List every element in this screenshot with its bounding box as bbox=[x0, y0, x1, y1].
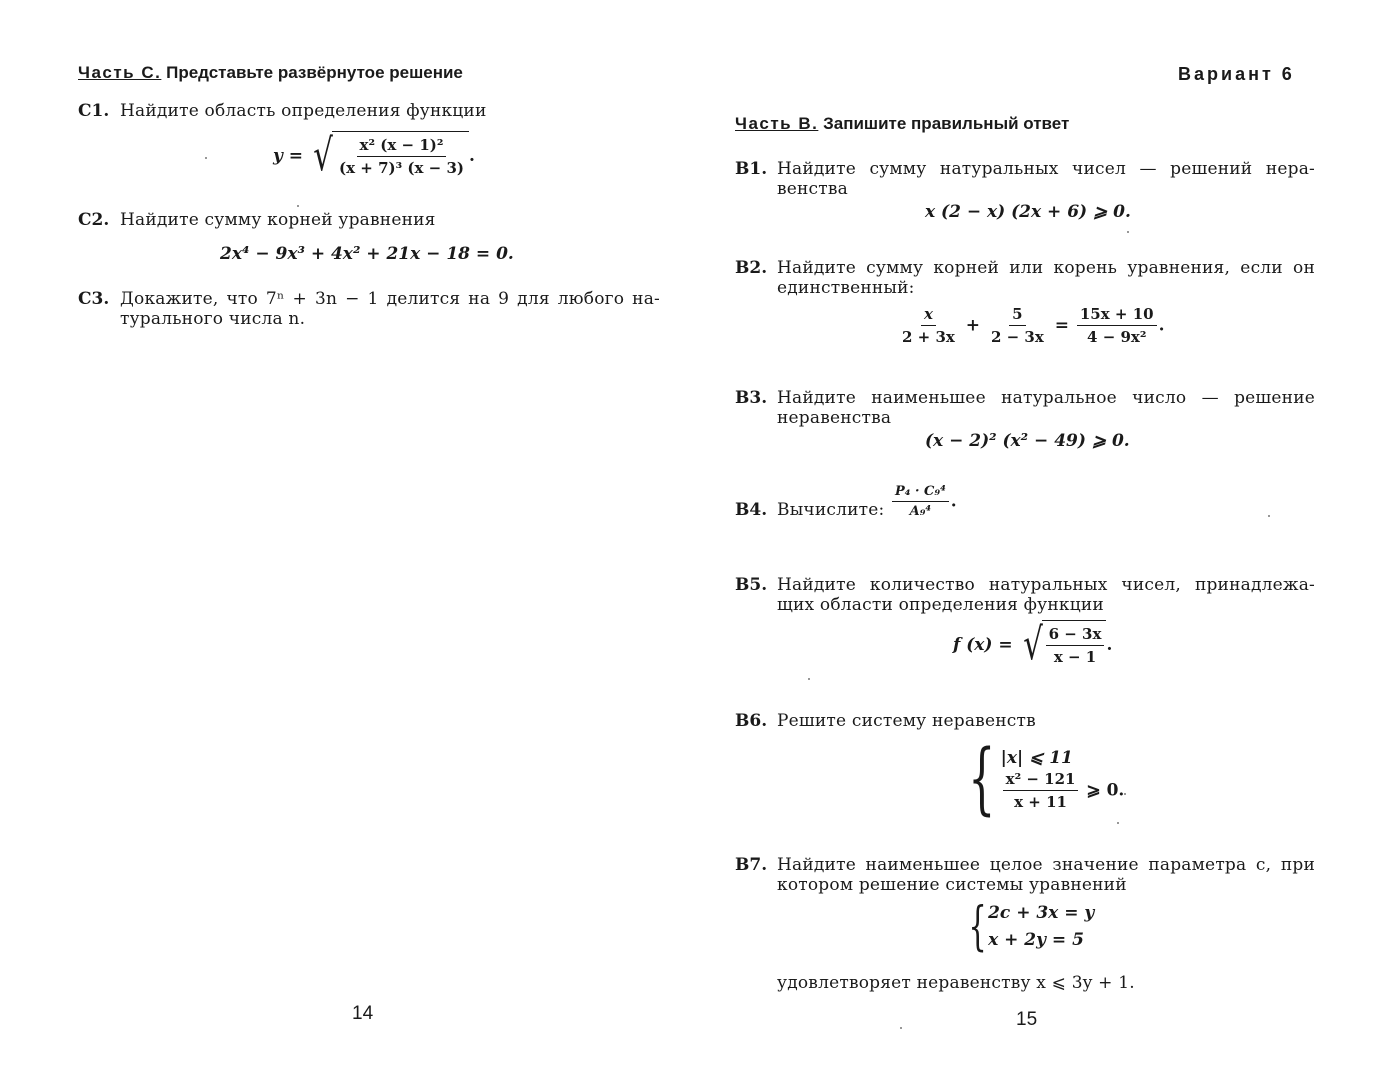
fraction-numerator: P₄ · C₉⁴ bbox=[892, 484, 949, 502]
formula-end: . bbox=[1106, 635, 1113, 655]
scan-speck bbox=[808, 678, 810, 680]
task-text-line1: Найдите количество натуральных чисел, принадлежа- bbox=[777, 575, 1315, 595]
fraction-numerator: x² − 121 bbox=[1003, 770, 1079, 791]
fraction-numerator: 6 − 3x bbox=[1046, 625, 1105, 646]
formula-end: . bbox=[468, 146, 475, 166]
formula-end: . bbox=[1158, 315, 1165, 336]
scan-speck bbox=[1268, 515, 1270, 517]
task-formula bbox=[897, 305, 1165, 346]
fraction-denominator: 2 − 3x bbox=[990, 328, 1044, 346]
fraction-denominator: x − 1 bbox=[1053, 648, 1097, 666]
task-label: В5. bbox=[735, 575, 768, 595]
scan-speck bbox=[297, 205, 299, 207]
task-text-line2: венства bbox=[777, 179, 848, 199]
fraction-denominator: 4 − 9x² bbox=[1087, 328, 1147, 346]
fraction-denominator: (x + 7)³ (x − 3) bbox=[339, 159, 464, 177]
left-part-title: Представьте развёрнутое решение bbox=[166, 63, 463, 82]
task-text-line2: турального числа n. bbox=[120, 309, 306, 329]
task-label: В1. bbox=[735, 159, 768, 179]
task-formula: { |x| ⩽ 11 $\frac{\text{x² − 121}}{x + 11}$ ⩾ 0. bbox=[968, 734, 1125, 824]
fraction-denominator: x + 11 bbox=[1014, 792, 1067, 811]
task-label: В6. bbox=[735, 711, 768, 731]
fraction-numerator: x bbox=[923, 305, 933, 323]
fraction-numerator: 15x + 10 bbox=[1077, 305, 1157, 326]
scan-speck bbox=[1117, 822, 1119, 824]
formula-end: . bbox=[950, 491, 957, 512]
right-part-title: Запишите правильный ответ bbox=[823, 114, 1070, 133]
task-formula bbox=[890, 484, 957, 519]
task-text-line1: Найдите наименьшее натуральное число — решение bbox=[777, 388, 1315, 408]
task-text: Вычислите: bbox=[777, 500, 885, 520]
fraction-numerator: 5 bbox=[1009, 305, 1025, 326]
task-text-line2: котором решение системы уравнений bbox=[777, 875, 1127, 895]
system-line-1: |x| ⩽ 11 bbox=[1000, 747, 1073, 768]
fraction-denominator: 2 + 3x bbox=[902, 328, 955, 346]
task-label: С2. bbox=[78, 210, 110, 230]
fraction-denominator: A₉⁴ bbox=[909, 504, 932, 519]
system-line-2: x + 2y = 5 bbox=[988, 930, 1084, 950]
left-part-heading bbox=[78, 63, 463, 83]
task-text-line2: щих области определения функции bbox=[777, 595, 1104, 615]
fraction-numerator: x² (x − 1)² bbox=[357, 136, 447, 157]
variant-heading: Вариант 6 bbox=[1178, 64, 1295, 84]
task-text-line2: единственный: bbox=[777, 278, 915, 298]
task-formula: { 2c + 3x = y x + 2y = 5 bbox=[968, 897, 1095, 957]
left-page-number: 14 bbox=[352, 1003, 374, 1024]
task-text-line1: Найдите сумму корней или корень уравнения, если он bbox=[777, 258, 1315, 278]
task-text-after: удовлетворяет неравенству x ⩽ 3y + 1. bbox=[777, 973, 1135, 993]
task-label: В3. bbox=[735, 388, 768, 408]
task-text-line1: Докажите, что 7ⁿ + 3n − 1 делится на 9 для любого на- bbox=[120, 289, 660, 309]
task-formula: y = √ $\frac{\text{x² (x − 1)²}}{\text{(x + 7)³ (x − 3)}}$ . bbox=[273, 130, 475, 181]
scan-speck bbox=[205, 157, 207, 159]
task-label: В7. bbox=[735, 855, 768, 875]
task-label: С3. bbox=[78, 289, 110, 309]
task-text: Найдите область определения функции bbox=[120, 101, 487, 121]
left-part-label: Часть С. bbox=[78, 63, 162, 82]
task-text-line2: неравенства bbox=[777, 408, 892, 428]
formula-lhs: y = bbox=[273, 146, 304, 166]
scan-speck bbox=[1124, 793, 1126, 795]
equals-sign: = bbox=[1054, 315, 1069, 336]
task-formula: 2x⁴ − 9x³ + 4x² + 21x − 18 = 0. bbox=[220, 244, 514, 264]
task-formula: x (2 − x) (2x + 6) ⩾ 0. bbox=[925, 202, 1131, 222]
system-line-1: 2c + 3x = y bbox=[988, 903, 1095, 923]
scan-speck bbox=[1127, 231, 1129, 233]
right-part-label: Часть В. bbox=[735, 114, 819, 133]
task-formula: f (x) = √ $\frac{6 - 3x}{x - 1}$ . bbox=[953, 619, 1113, 670]
formula-lhs: f (x) = bbox=[953, 635, 1013, 655]
task-text: Решите систему неравенств bbox=[777, 711, 1036, 731]
task-text-line1: Найдите сумму натуральных чисел — решений нера- bbox=[777, 159, 1315, 179]
task-formula: (x − 2)² (x² − 49) ⩾ 0. bbox=[925, 431, 1130, 451]
scan-speck bbox=[900, 1027, 902, 1029]
plus-sign: + bbox=[965, 315, 981, 336]
task-text-line1: Найдите наименьшее целое значение параметра c, при bbox=[777, 855, 1315, 875]
task-label: В2. bbox=[735, 258, 768, 278]
right-page-number: 15 bbox=[1016, 1009, 1038, 1030]
relation: ⩾ 0. bbox=[1086, 780, 1125, 800]
task-text: Найдите сумму корней уравнения bbox=[120, 210, 436, 230]
right-part-heading bbox=[735, 114, 1069, 134]
task-label: В4. bbox=[735, 500, 768, 520]
task-label: С1. bbox=[78, 101, 110, 121]
